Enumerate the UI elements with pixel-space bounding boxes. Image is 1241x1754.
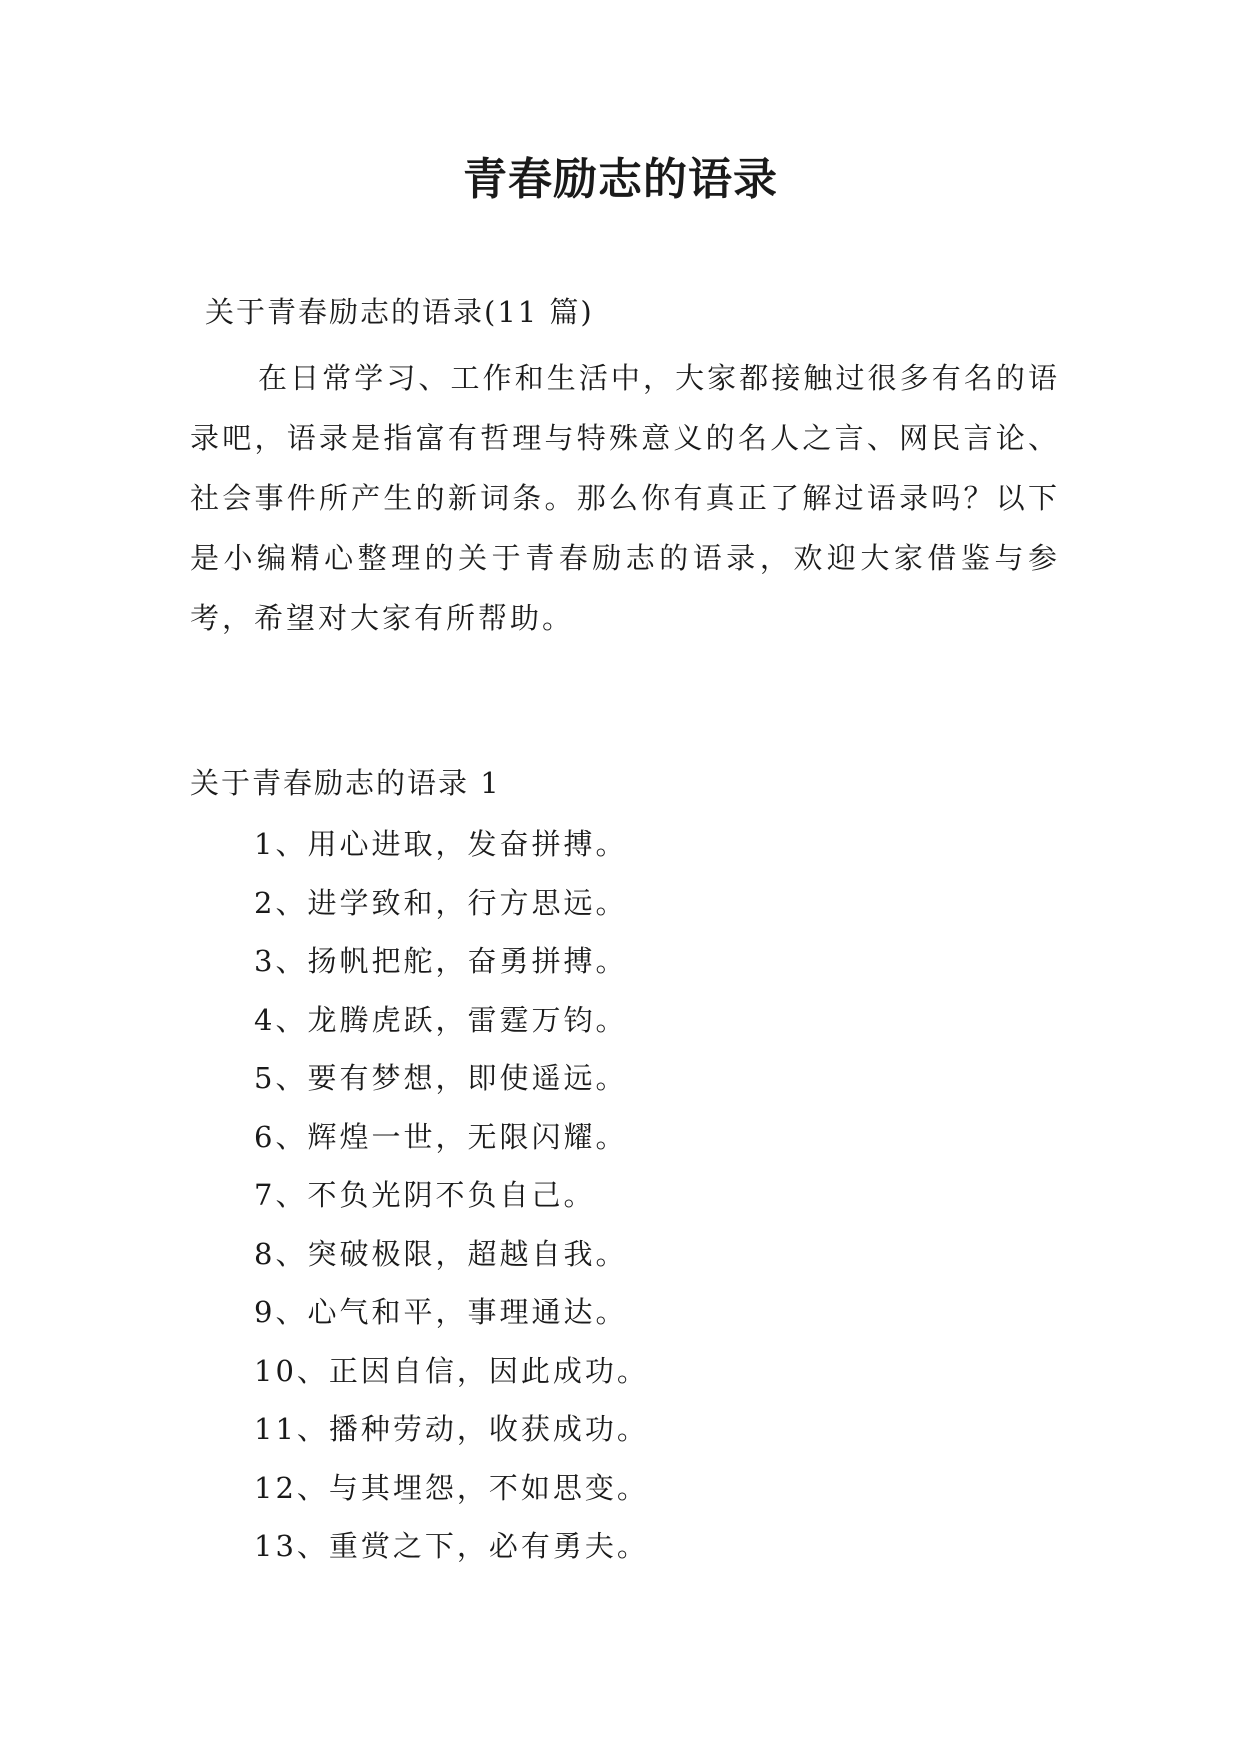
quote-item: 4、龙腾虎跃，雷霆万钧。 xyxy=(254,1002,628,1037)
document-subtitle: 关于青春励志的语录(11 篇) xyxy=(205,295,594,329)
quote-list xyxy=(254,815,649,1576)
quote-item: 1、用心进取，发奋拼搏。 xyxy=(254,827,628,861)
quote-item: 8、突破极限，超越自我。 xyxy=(254,1236,628,1271)
quote-item: 9、心气和平，事理通达。 xyxy=(254,1295,628,1329)
quote-item: 2、进学致和，行方思远。 xyxy=(254,885,628,920)
intro-paragraph: 在日常学习、工作和生活中，大家都接触过很多有名的语录吧，语录是指富有哲理与特殊意义的名人之言、网民言论、社会事件所产生的新词条。那么你有真正了解过语录吗？以下是小编精心整理的关于青春励志的语录，欢迎大家借鉴与参考，希望对大家有所帮助。 xyxy=(190,361,1060,635)
quote-item: 13、重赏之下，必有勇夫。 xyxy=(254,1529,649,1563)
quote-item: 12、与其埋怨，不如思变。 xyxy=(254,1470,649,1505)
quote-item: 3、扬帆把舵，奋勇拼搏。 xyxy=(254,944,628,978)
quote-item: 7、不负光阴不负自己。 xyxy=(254,1178,596,1212)
quote-item: 5、要有梦想，即使遥远。 xyxy=(254,1061,628,1095)
document-title: 青春励志的语录 xyxy=(463,154,778,205)
section-heading: 关于青春励志的语录 1 xyxy=(190,766,501,800)
quote-item: 10、正因自信，因此成功。 xyxy=(254,1353,649,1388)
quote-item: 6、辉煌一世，无限闪耀。 xyxy=(254,1119,628,1154)
quote-item: 11、播种劳动，收获成功。 xyxy=(254,1412,649,1446)
